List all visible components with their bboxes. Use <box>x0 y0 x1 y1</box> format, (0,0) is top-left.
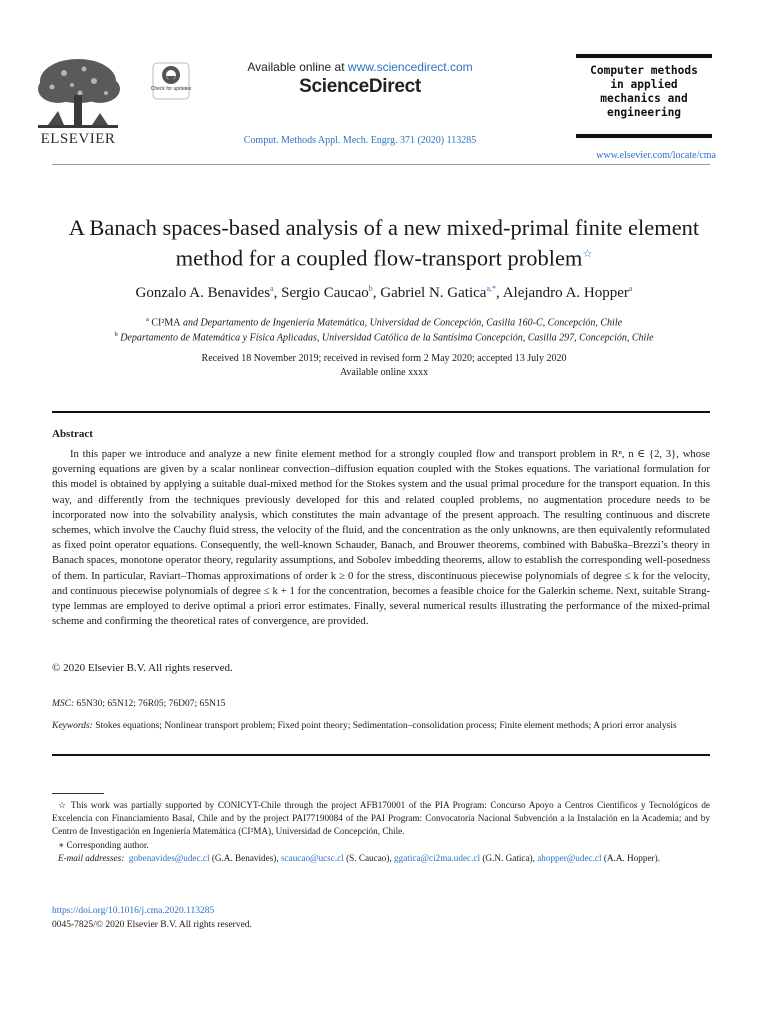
funding-footnote-mark: ☆ <box>58 800 68 810</box>
footnotes <box>52 799 710 865</box>
corresponding-author-note: ∗ Corresponding author. <box>58 839 149 850</box>
funding-footnote-text: This work was partially supported by CONICYT-Chile through the project AFB170001 of the PIA Program: Concurso Apoyo a Centros Científicos y Tecnológicos de Excelencia con Financiamiento Basal, Chile and by the project PAI77190084 of the PAI Program: Convocatoria Nacional Subvención a la Instalación en la Academia; and by Centro de Investigación en Ingeniería Matemática (CI²MA), Universidad de Concepción, Chile. <box>52 800 710 837</box>
email-link[interactable]: scaucao@ucsc.cl <box>280 852 344 863</box>
email-addresses <box>52 852 710 865</box>
msc-codes <box>52 699 225 709</box>
header-divider <box>52 164 710 165</box>
journal-title-box <box>576 54 712 138</box>
abstract-bottom-rule <box>52 754 710 756</box>
author-affiliation-mark[interactable]: b <box>368 284 373 293</box>
email-owner: (A.A. Hopper). <box>601 852 660 863</box>
author-affiliation-mark[interactable]: a <box>628 284 633 293</box>
keywords-values: Stokes equations; Nonlinear transport problem; Fixed point theory; Sedimentation–consolidation process; Finite element methods; A priori error analysis <box>92 721 677 731</box>
elsevier-tree-logo <box>28 55 128 135</box>
affiliation-b <box>40 331 728 343</box>
abstract-text: In this paper we introduce and analyze a new finite element method for a strongly coupled flow and transport problem in Rⁿ, n ∈ {2, 3}, whose governing equations are given by a scalar nonlinear convection–diffusion equation coupled with the Stokes equations. The variational formulation for this model is obtained by applying a suitable dual-mixed method for the Stokes system and the usual primal procedure for the transport equation. In this way, and differently from the techniques previously developed for this and related coupled problems, no augmentation procedure needs to be incorporated now into the solvability analysis, which constitutes the main advantage of the present approach. The resulting continuous and discrete schemes, which involve the Cauchy fluid stress, the velocity of the fluid, and the concentration as the only unknowns, are then equivalently reformulated as fixed point operator equations. Consequently, the well-known Schauder, Banach, and Brouwer theorems, combined with Babuška–Brezzi’s theory in Banach spaces, monotone operator theory, regularity assumptions, and Sobolev imbedding theorems, allow to establish the corresponding well-posedness of them. In particular, Raviart–Thomas approximations of order k ≥ 0 for the stress, discontinuous piecewise polynomials of degree ≤ k for the velocity, and continuous piecewise polynomials of degree ≤ k + 1 for the concentration, becomes a feasible choice for the Galerkin scheme. Next, suitable Strang-type lemmas are employed to derive optimal a priori error estimates. Finally, several numerical results illustrating the performance of the mixed-primal scheme and confirming the theoretical rates of convergence, are provided. <box>52 448 710 628</box>
author-name[interactable]: Gabriel N. Gatica <box>380 285 487 301</box>
available-online-date: Available online xxxx <box>339 367 429 378</box>
available-online-line <box>200 60 520 74</box>
publisher-wordmark: ELSEVIER <box>40 131 116 147</box>
author-affiliation-mark[interactable]: a,* <box>486 284 497 293</box>
available-online-prefix: Available online at <box>247 60 348 74</box>
affiliation-mark: b <box>114 331 118 338</box>
paper-title-text: A Banach spaces-based analysis of a new mixed-primal finite element method for a coupled flow-transport problem <box>68 215 700 271</box>
journal-reference-link[interactable]: Comput. Methods Appl. Mech. Engrg. 371 (2020) 113285 <box>243 135 477 146</box>
author-name[interactable]: Alejandro A. Hopper <box>502 285 629 301</box>
keywords-label: Keywords: <box>52 721 93 731</box>
footnote-rule <box>52 793 104 794</box>
affiliation-text: Departamento de Matemática y Física Aplicadas, Universidad Católica de la Santísima Concepción, Casilla 297, Concepción, Chile <box>120 332 654 344</box>
msc-label: MSC: <box>52 699 75 709</box>
received-dates: Received 18 November 2019; received in revised form 2 May 2020; accepted 13 July 2020 <box>201 353 567 364</box>
doi-link[interactable]: https://doi.org/10.1016/j.cma.2020.113285 <box>52 906 215 916</box>
abstract-heading: Abstract <box>52 428 93 440</box>
title-footnote-mark[interactable]: ☆ <box>582 248 593 260</box>
journal-title: Computer methods in applied mechanics and engineering <box>590 64 698 119</box>
paper-title <box>40 214 728 272</box>
affiliation-text: and Departamento de Ingeniería Matemática, Universidad de Concepción, Casilla 160-C, Concepción, Chile <box>180 317 623 329</box>
copyright-notice: © 2020 Elsevier B.V. All rights reserved. <box>52 662 233 674</box>
email-link[interactable]: gobenavides@udec.cl <box>128 852 210 863</box>
journal-homepage-link[interactable]: www.elsevier.com/locate/cma <box>596 150 716 161</box>
email-link[interactable]: ahopper@udec.cl <box>537 852 602 863</box>
email-link[interactable]: ggatica@ci2ma.udec.cl <box>394 852 481 863</box>
msc-values: 65N30; 65N12; 76R05; 76D07; 65N15 <box>74 699 226 709</box>
keywords <box>52 719 710 733</box>
email-label: E-mail addresses: <box>58 852 125 863</box>
author-affiliation-mark[interactable]: a <box>270 284 274 293</box>
issn-copyright: 0045-7825/© 2020 Elsevier B.V. All rights reserved. <box>52 920 252 930</box>
affiliation-mark: a <box>145 316 149 323</box>
affiliation-lead: CI²MA <box>151 317 181 329</box>
funding-footnote <box>52 799 710 839</box>
author-name[interactable]: Sergio Caucao <box>281 285 369 301</box>
email-owner: (G.N. Gatica), <box>480 852 538 863</box>
journal-header <box>0 0 768 165</box>
check-for-updates-icon[interactable] <box>152 62 190 100</box>
author-list: Gonzalo A. Benavides$^a$, Sergio Caucao$^b$, Gabriel N. Gatica$^{a,*}$, Alejandro A. Hopper$^a$ <box>135 284 633 301</box>
sciencedirect-link[interactable]: www.sciencedirect.com <box>347 60 473 74</box>
sciencedirect-logo: ScienceDirect <box>299 76 421 97</box>
check-for-updates-label: Check for updates <box>150 86 192 92</box>
author-name[interactable]: Gonzalo A. Benavides <box>135 285 271 301</box>
affiliation-a <box>40 316 728 328</box>
abstract-top-rule <box>52 411 710 413</box>
email-owner: (G.A. Benavides), <box>209 852 281 863</box>
email-owner: (S. Caucao), <box>343 852 395 863</box>
